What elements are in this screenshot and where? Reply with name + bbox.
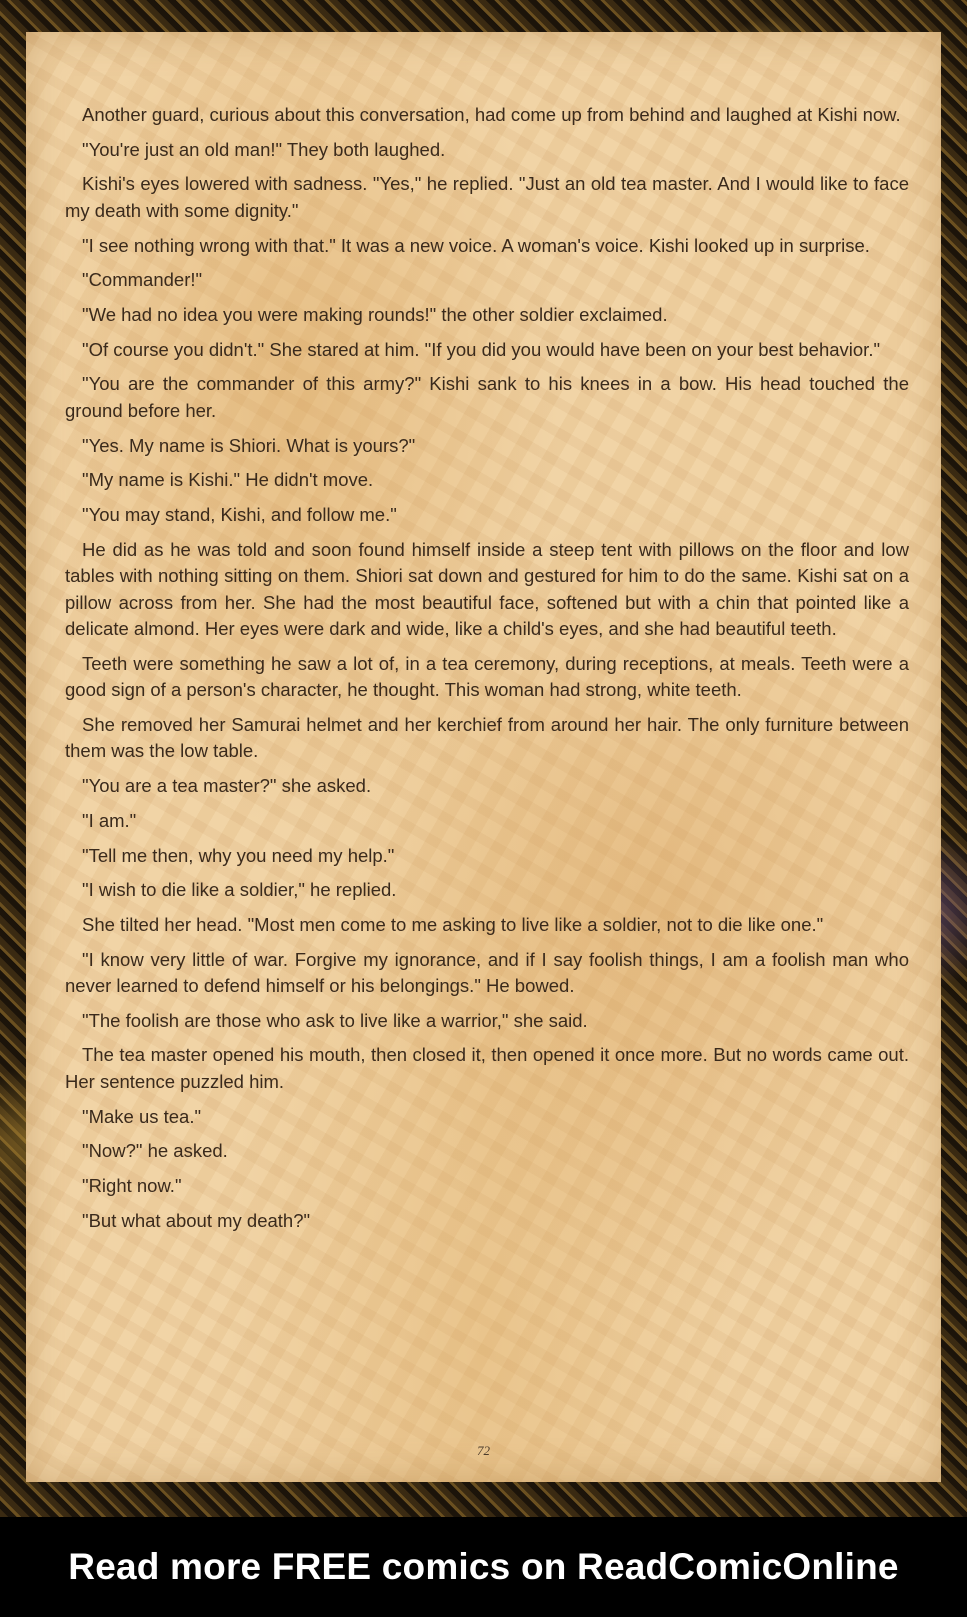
- story-text: [65, 102, 909, 1242]
- paragraph: The tea master opened his mouth, then closed it, then opened it once more. But no words came out. Her sentence puzzled him.: [65, 1044, 909, 1092]
- paragraph: "The foolish are those who ask to live like a warrior," she said.: [82, 1009, 588, 1031]
- promo-banner-text: Read more FREE comics on ReadComicOnline: [68, 1546, 899, 1587]
- paragraph: "But what about my death?": [82, 1209, 311, 1231]
- paragraph: "I wish to die like a soldier," he replied.: [82, 879, 397, 901]
- paragraph: Teeth were something he saw a lot of, in a tea ceremony, during receptions, at meals. Teeth were a good sign of a person's character, he thought. This woman had strong, white teeth.: [65, 652, 909, 701]
- promo-banner[interactable]: [0, 1517, 967, 1617]
- paragraph: She tilted her head. "Most men come to me asking to live like a soldier, not to die like one.": [82, 913, 824, 935]
- paragraph: "Yes. My name is Shiori. What is yours?": [82, 434, 416, 456]
- paragraph: "We had no idea you were making rounds!" the other soldier exclaimed.: [82, 303, 668, 325]
- paragraph: He did as he was told and soon found himself inside a steep tent with pillows on the floor and low tables with nothing sitting on them. Shiori sat down and gestured for him to do the same. Kishi sat on a pillow across from her. She had the most beautiful face, softened but with a chin that pointed like a delicate almond. Her eyes were dark and wide, like a child's eyes, and she had beautiful teeth.: [65, 538, 909, 640]
- paragraph: "Now?" he asked.: [82, 1140, 228, 1162]
- paragraph: "You may stand, Kishi, and follow me.": [82, 503, 397, 525]
- paragraph: "Tell me then, why you need my help.": [82, 844, 395, 866]
- paragraph: "I see nothing wrong with that." It was a new voice. A woman's voice. Kishi looked up in surprise.: [82, 234, 870, 256]
- paragraph: "My name is Kishi." He didn't move.: [82, 469, 374, 491]
- paragraph: She removed her Samurai helmet and her kerchief from around her hair. The only furniture between them was the low table.: [65, 713, 909, 762]
- paragraph: Kishi's eyes lowered with sadness. "Yes," he replied. "Just an old tea master. And I would like to face my death with some dignity.": [65, 173, 909, 221]
- paragraph: "Right now.": [82, 1175, 182, 1196]
- paragraph: "I am.": [82, 809, 137, 831]
- paragraph: Another guard, curious about this conversation, had come up from behind and laughed at Kishi now.: [82, 104, 901, 125]
- book-page: [26, 32, 941, 1482]
- paragraph: "Commander!": [82, 269, 203, 291]
- paragraph: "Of course you didn't." She stared at him. "If you did you would have been on your best behavior.": [82, 338, 881, 360]
- paragraph: "You are the commander of this army?" Kishi sank to his knees in a bow. His head touched the ground before her.: [65, 373, 909, 421]
- page-number: 72: [477, 1443, 490, 1458]
- paragraph: "I know very little of war. Forgive my ignorance, and if I say foolish things, I am a foolish man who never learned to defend himself or his belongings." He bowed.: [65, 948, 909, 997]
- paragraph: "Make us tea.": [82, 1105, 202, 1127]
- paragraph: "You're just an old man!" They both laughed.: [82, 138, 446, 160]
- paragraph: "You are a tea master?" she asked.: [82, 775, 372, 797]
